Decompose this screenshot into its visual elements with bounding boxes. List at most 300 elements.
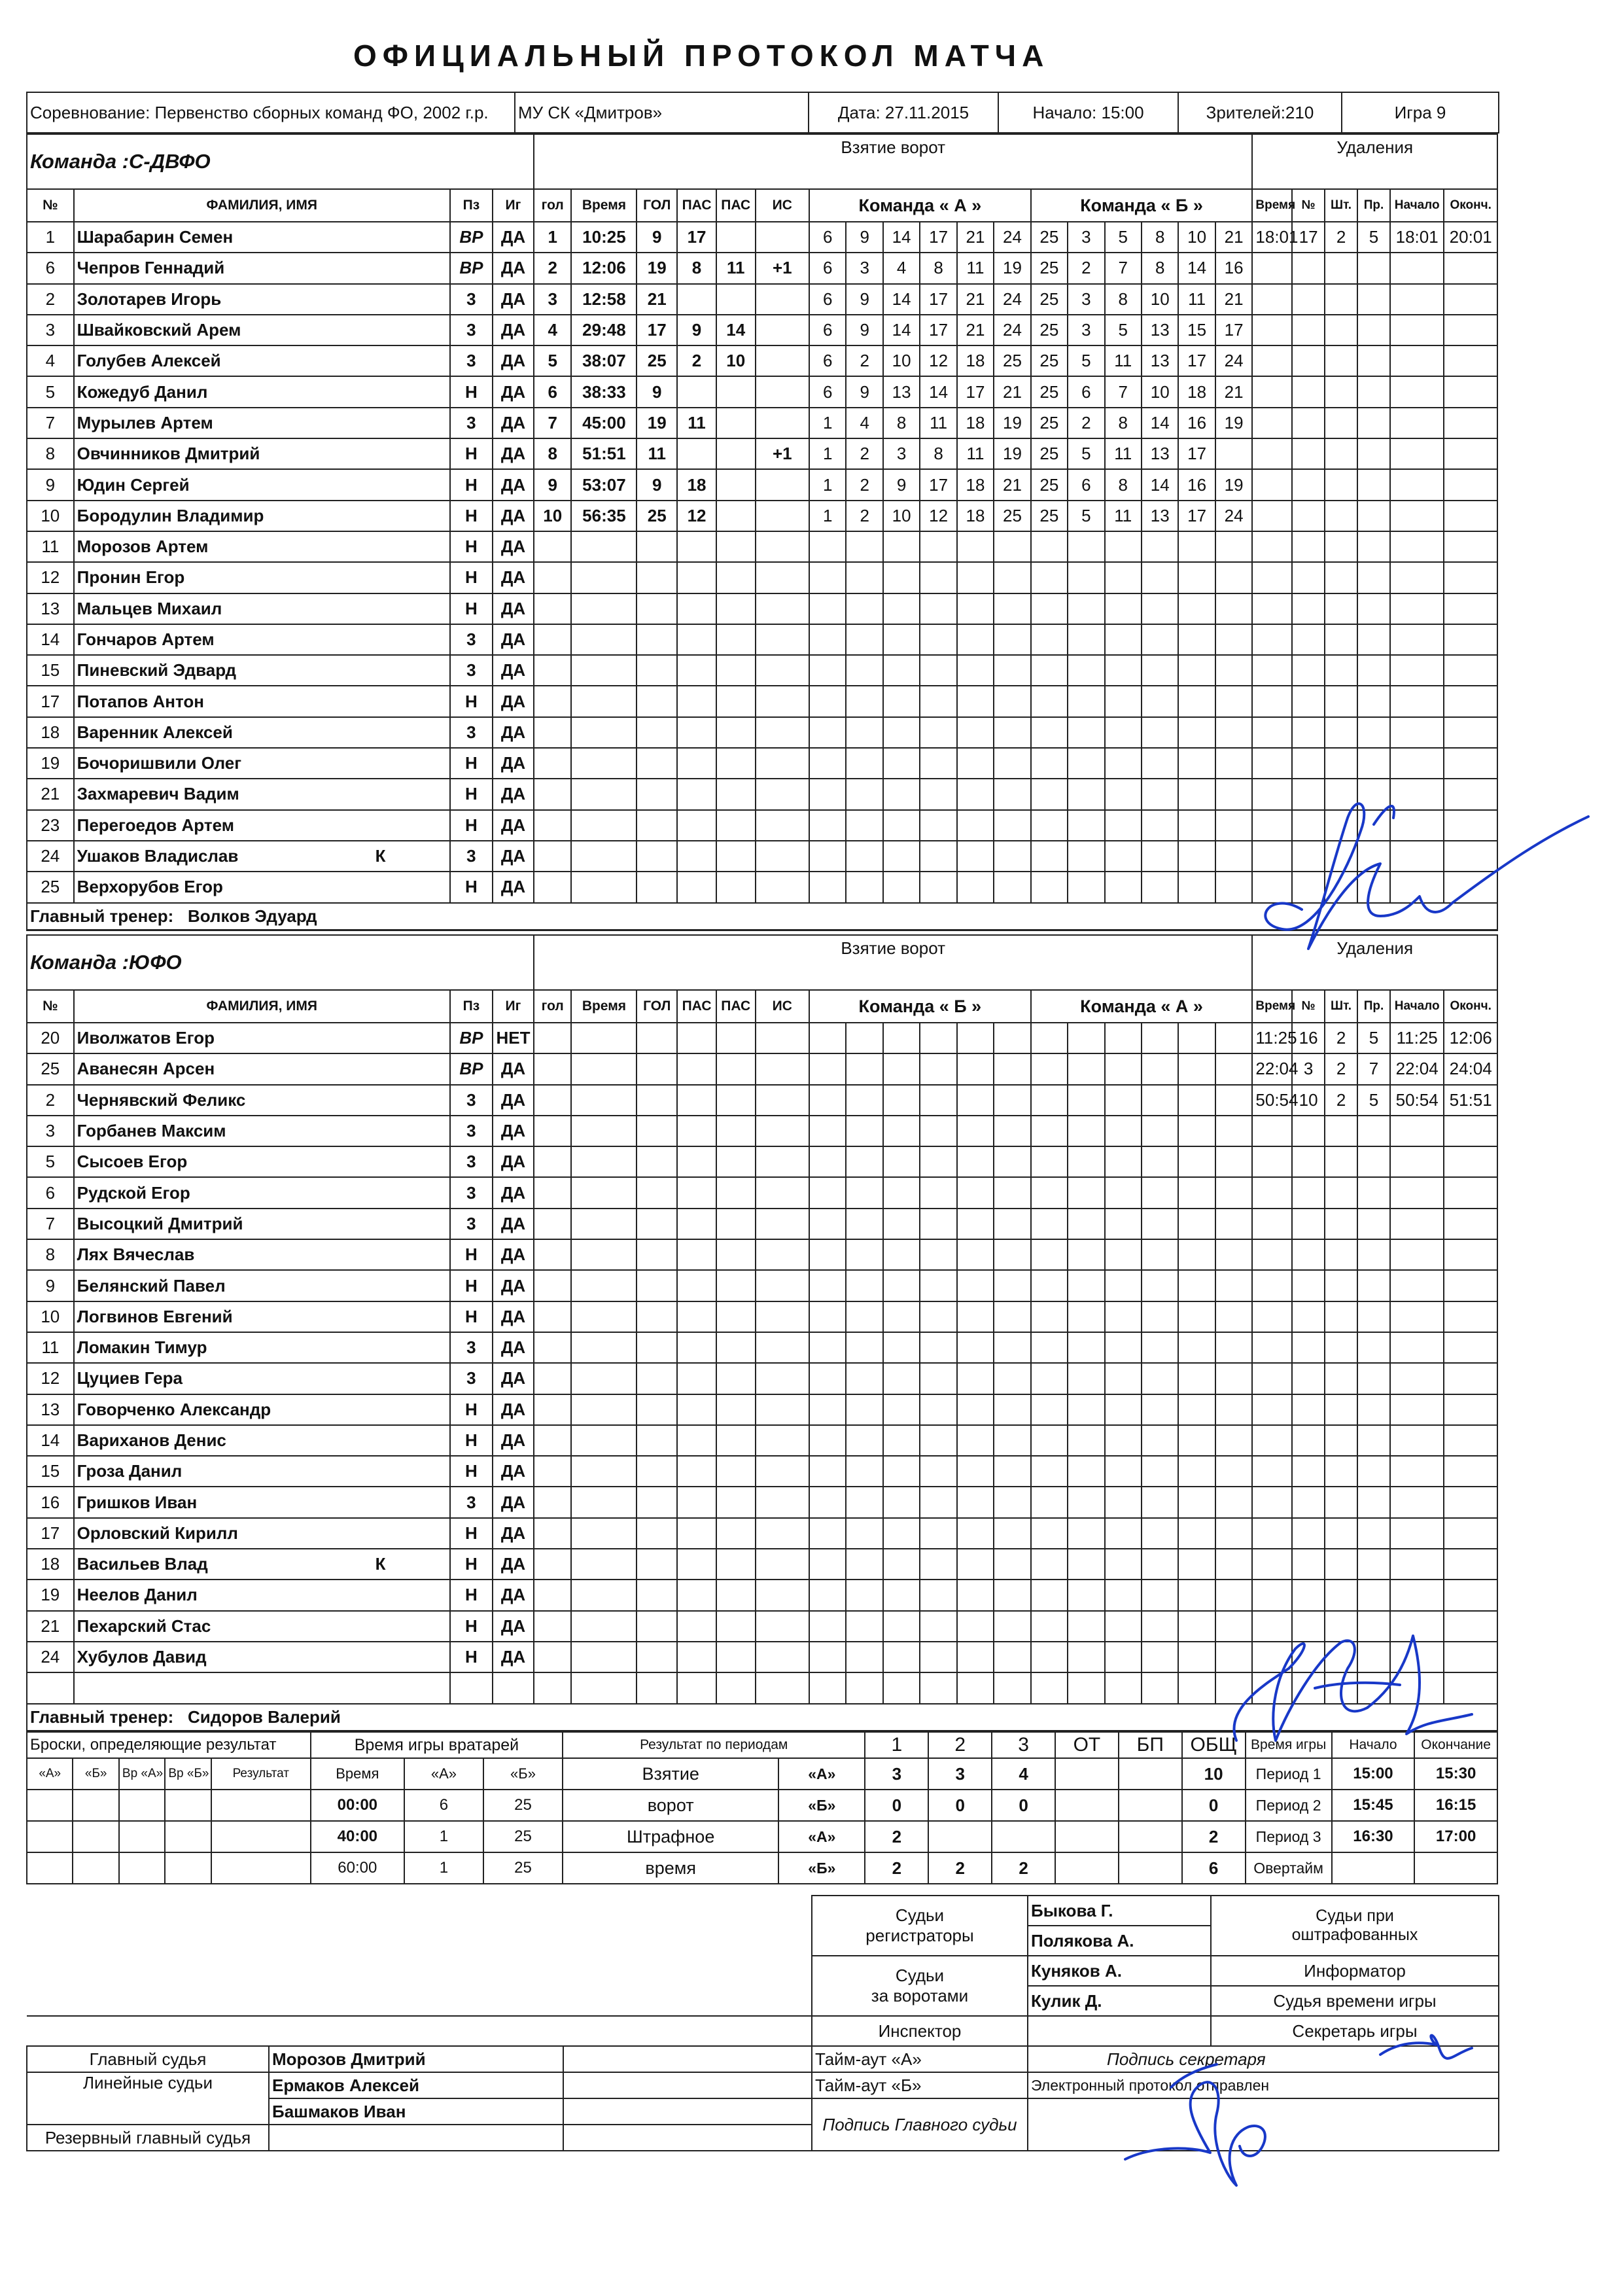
goal-time: 38:33	[571, 376, 637, 407]
player-name	[74, 717, 450, 748]
empty-cell	[920, 1209, 956, 1239]
empty-cell	[809, 1518, 846, 1549]
game-period-label: Период 1	[1246, 1758, 1332, 1790]
player-name-text: Золотарев Игорь	[77, 289, 222, 309]
empty-cell	[637, 1053, 677, 1084]
empty-cell	[637, 1146, 677, 1177]
empty-cell	[637, 593, 677, 624]
header-gol: ГОЛ	[637, 990, 677, 1023]
goal-number: 4	[534, 315, 572, 345]
empty-cell	[809, 531, 846, 562]
header-is: ИС	[756, 189, 809, 222]
empty-cell	[846, 1518, 882, 1549]
player-position: 3	[450, 284, 493, 315]
empty-cell	[1142, 1642, 1178, 1672]
on-ice-b: 25	[1031, 284, 1068, 315]
penalty-min: 2	[1325, 1023, 1357, 1053]
empty-cell	[1357, 1642, 1390, 1672]
electronic-protocol: Электронный протокол отправлен	[1028, 2072, 1499, 2098]
empty-cell	[637, 1394, 677, 1425]
header-pen-end: Оконч.	[1444, 990, 1497, 1023]
empty-cell	[1444, 1642, 1497, 1672]
empty-cell	[756, 655, 809, 686]
empty-cell	[920, 872, 956, 902]
empty-cell	[1325, 253, 1357, 283]
on-ice-a: 14	[883, 222, 920, 253]
empty-cell	[1252, 872, 1292, 902]
period-value	[1119, 1852, 1182, 1884]
empty-cell	[534, 748, 572, 779]
period-value	[1055, 1821, 1119, 1852]
head-coach-label: Главный тренер:	[30, 906, 174, 926]
game-period-end: 15:30	[1414, 1758, 1497, 1790]
player-row	[27, 1394, 1497, 1425]
empty-cell	[1252, 841, 1292, 872]
player-played: ДА	[493, 624, 534, 655]
empty-cell	[957, 655, 994, 686]
empty-cell	[1325, 1549, 1357, 1580]
empty-cell	[1444, 1672, 1497, 1703]
game-period-start: 15:00	[1332, 1758, 1415, 1790]
player-number: 13	[27, 1394, 74, 1425]
on-ice-b: 25	[1031, 253, 1068, 283]
empty-cell	[920, 1642, 956, 1672]
empty-cell	[1444, 315, 1497, 345]
empty-cell	[957, 1209, 994, 1239]
empty-cell	[716, 1146, 756, 1177]
empty-cell	[1390, 872, 1444, 902]
empty-cell	[809, 1394, 846, 1425]
empty-cell	[1444, 469, 1497, 500]
empty-cell	[1325, 562, 1357, 593]
player-row	[27, 810, 1497, 841]
header-gol: ГОЛ	[637, 189, 677, 222]
empty-cell	[756, 1332, 809, 1363]
empty-cell	[1031, 1456, 1068, 1487]
empty-cell	[1178, 1487, 1215, 1517]
player-name	[74, 222, 450, 253]
on-ice-a: 14	[920, 376, 956, 407]
empty-cell	[716, 1642, 756, 1672]
empty-cell	[1390, 655, 1444, 686]
player-name	[74, 1146, 450, 1177]
goal-judge-1: Куняков А.	[1028, 1956, 1211, 1986]
empty-cell	[534, 1394, 572, 1425]
on-ice-b: 14	[1178, 253, 1215, 283]
on-ice-b: 8	[1142, 253, 1178, 283]
empty-cell	[637, 1270, 677, 1301]
empty-cell	[716, 1301, 756, 1332]
empty-cell	[1142, 1023, 1178, 1053]
on-ice-a: 1	[809, 408, 846, 438]
period-col-header: 3	[992, 1732, 1055, 1758]
penalty-end: 20:01	[1444, 222, 1497, 253]
player-position: Н	[450, 469, 493, 500]
empty-cell	[534, 1518, 572, 1549]
captain-mark: К	[375, 846, 386, 866]
player-row	[27, 1549, 1497, 1580]
on-ice-b: 13	[1142, 438, 1178, 469]
header-is: ИС	[756, 990, 809, 1023]
empty-cell	[534, 1023, 572, 1053]
empty-cell	[1068, 1146, 1104, 1177]
on-ice-b: 24	[1215, 501, 1253, 531]
player-number: 8	[27, 1239, 74, 1270]
goal-number: 8	[534, 438, 572, 469]
player-played: ДА	[493, 469, 534, 500]
empty-cell	[637, 624, 677, 655]
empty-cell	[883, 748, 920, 779]
goal-judges-label-line-2: за воротами	[871, 1986, 969, 2005]
empty-cell	[1325, 1425, 1357, 1456]
player-row	[27, 408, 1497, 438]
empty-cell	[957, 1053, 994, 1084]
empty-cell	[677, 1116, 716, 1146]
empty-cell	[563, 2046, 812, 2072]
empty-cell	[1357, 1239, 1390, 1270]
empty-cell	[716, 748, 756, 779]
empty-cell	[677, 1549, 716, 1580]
empty-cell	[1444, 748, 1497, 779]
game-period-end: 16:15	[1414, 1790, 1497, 1821]
empty-cell	[1252, 1456, 1292, 1487]
empty-cell	[1292, 315, 1325, 345]
empty-cell	[1142, 872, 1178, 902]
goalie-time: 00:00	[311, 1790, 404, 1821]
empty-cell	[846, 1549, 882, 1580]
player-name-text: Неелов Данил	[77, 1585, 198, 1605]
header-pen-start: Начало	[1390, 189, 1444, 222]
empty-cell	[1215, 1642, 1253, 1672]
timeout-a: Тайм-аут «А»	[812, 2046, 1028, 2072]
empty-cell	[1068, 841, 1104, 872]
empty-cell	[846, 779, 882, 809]
player-name-text: Белянский Павел	[77, 1275, 226, 1296]
empty-cell	[1292, 531, 1325, 562]
empty-cell	[534, 717, 572, 748]
empty-cell	[677, 1332, 716, 1363]
on-ice-b: 13	[1142, 315, 1178, 345]
empty-cell	[1105, 1146, 1142, 1177]
penalty-judges-label	[1211, 1896, 1499, 1956]
empty-cell	[211, 1790, 311, 1821]
empty-cell	[637, 1239, 677, 1270]
empty-cell	[1325, 1177, 1357, 1208]
empty-cell	[957, 1363, 994, 1394]
empty-cell	[1142, 1580, 1178, 1610]
empty-cell	[756, 1023, 809, 1053]
empty-cell	[637, 1177, 677, 1208]
empty-cell	[809, 1611, 846, 1642]
empty-cell	[1105, 717, 1142, 748]
empty-cell	[571, 593, 637, 624]
player-number: 11	[27, 1332, 74, 1363]
player-position: 3	[450, 1209, 493, 1239]
player-name-text: Захмаревич Вадим	[77, 784, 239, 804]
empty-cell	[1105, 872, 1142, 902]
penalty-judges-label-line-1: Судьи при	[1316, 1907, 1394, 1925]
empty-cell	[957, 1425, 994, 1456]
empty-cell	[1215, 1209, 1253, 1239]
empty-cell	[1031, 1023, 1068, 1053]
empty-cell	[534, 841, 572, 872]
empty-cell	[920, 1301, 956, 1332]
empty-cell	[1252, 1487, 1292, 1517]
player-name-text: Аванесян Арсен	[77, 1059, 215, 1079]
empty-cell	[1357, 1332, 1390, 1363]
empty-cell	[1178, 1177, 1215, 1208]
empty-cell	[1178, 1332, 1215, 1363]
empty-cell	[677, 593, 716, 624]
on-ice-b: 10	[1178, 222, 1215, 253]
empty-cell	[571, 1209, 637, 1239]
empty-cell	[756, 531, 809, 562]
game-time-title: Время игры	[1246, 1732, 1332, 1758]
empty-cell	[1444, 1456, 1497, 1487]
empty-cell	[716, 810, 756, 841]
linesman-1: Ермаков Алексей	[269, 2072, 563, 2098]
empty-cell	[677, 1270, 716, 1301]
player-position: 3	[450, 1085, 493, 1116]
player-row	[27, 376, 1497, 407]
empty-cell	[994, 1239, 1030, 1270]
on-ice-a: 8	[883, 408, 920, 438]
player-position: Н	[450, 1394, 493, 1425]
empty-cell	[1252, 1301, 1292, 1332]
empty-cell	[1215, 1053, 1253, 1084]
empty-cell	[1444, 1301, 1497, 1332]
goal-assist-1	[677, 438, 716, 469]
player-played: ДА	[493, 1270, 534, 1301]
empty-cell	[1105, 1177, 1142, 1208]
empty-cell	[1292, 810, 1325, 841]
on-ice-b: 7	[1105, 253, 1142, 283]
player-row	[27, 284, 1497, 315]
empty-cell	[809, 1177, 846, 1208]
empty-cell	[637, 1518, 677, 1549]
empty-cell	[920, 1023, 956, 1053]
on-ice-b: 2	[1068, 253, 1104, 283]
empty-cell	[1390, 438, 1444, 469]
player-played: ДА	[493, 1394, 534, 1425]
empty-cell	[1325, 1270, 1357, 1301]
empty-cell	[883, 686, 920, 716]
empty-cell	[1292, 1487, 1325, 1517]
goals-section-title: Взятие ворот	[534, 935, 1252, 990]
empty-cell	[920, 841, 956, 872]
empty-cell	[1444, 1394, 1497, 1425]
empty-cell	[846, 1023, 882, 1053]
empty-cell	[716, 1177, 756, 1208]
player-row	[27, 1023, 1497, 1053]
player-played: ДА	[493, 655, 534, 686]
empty-cell	[677, 562, 716, 593]
on-ice-a: 18	[957, 345, 994, 376]
game-period-label: Период 2	[1246, 1790, 1332, 1821]
empty-cell	[1031, 1580, 1068, 1610]
player-row	[27, 469, 1497, 500]
empty-cell	[920, 1672, 956, 1703]
player-number: 21	[27, 779, 74, 809]
empty-cell	[920, 810, 956, 841]
empty-cell	[716, 1023, 756, 1053]
empty-cell	[1292, 779, 1325, 809]
empty-cell	[1105, 624, 1142, 655]
empty-cell	[1142, 1053, 1178, 1084]
empty-cell	[534, 1053, 572, 1084]
goal-scorer: 9	[637, 376, 677, 407]
empty-cell	[1390, 1580, 1444, 1610]
empty-cell	[677, 1672, 716, 1703]
player-row	[27, 253, 1497, 283]
head-coach-label: Главный тренер:	[30, 1706, 174, 1727]
empty-cell	[809, 1363, 846, 1394]
empty-cell	[957, 1239, 994, 1270]
goal-assist-1: 11	[677, 408, 716, 438]
empty-cell	[1390, 717, 1444, 748]
empty-cell	[1178, 1456, 1215, 1487]
page-title: ОФИЦИАЛЬНЫЙ ПРОТОКОЛ МАТЧА	[353, 39, 1050, 73]
empty-cell	[1390, 1487, 1444, 1517]
secretary-sign-label: Подпись секретаря	[1028, 2046, 1499, 2072]
player-name	[74, 810, 450, 841]
player-position: ВР	[450, 1053, 493, 1084]
empty-cell	[957, 748, 994, 779]
on-ice-b: 11	[1105, 501, 1142, 531]
on-ice-b: 17	[1178, 501, 1215, 531]
empty-cell	[1292, 1270, 1325, 1301]
empty-cell	[1142, 1549, 1178, 1580]
empty-cell	[920, 1146, 956, 1177]
empty-cell	[677, 1023, 716, 1053]
period-value	[1119, 1821, 1182, 1852]
empty-cell	[994, 1580, 1030, 1610]
goal-scorer: 19	[637, 408, 677, 438]
on-ice-b: 3	[1068, 315, 1104, 345]
empty-cell	[1444, 593, 1497, 624]
empty-cell	[1142, 624, 1178, 655]
on-ice-a: 25	[994, 501, 1030, 531]
player-played: ДА	[493, 1580, 534, 1610]
empty-cell	[1325, 1456, 1357, 1487]
empty-cell	[957, 1146, 994, 1177]
goalie-col-header: Время	[311, 1758, 404, 1790]
empty-cell	[1252, 655, 1292, 686]
empty-cell	[883, 1209, 920, 1239]
game-period-label: Овертайм	[1246, 1852, 1332, 1884]
player-name	[74, 1487, 450, 1517]
goal-number: 5	[534, 345, 572, 376]
empty-cell	[756, 1301, 809, 1332]
period-team-mark: «А»	[778, 1821, 865, 1852]
player-name	[74, 1116, 450, 1146]
empty-cell	[994, 1053, 1030, 1084]
empty-cell	[846, 1487, 882, 1517]
on-ice-a: 18	[957, 501, 994, 531]
on-ice-b: 25	[1031, 501, 1068, 531]
empty-cell	[1390, 810, 1444, 841]
empty-cell	[756, 841, 809, 872]
player-played: ДА	[493, 1425, 534, 1456]
empty-cell	[994, 1146, 1030, 1177]
empty-cell	[756, 593, 809, 624]
empty-cell	[1252, 593, 1292, 624]
empty-cell	[73, 1790, 118, 1821]
empty-cell	[1142, 1146, 1178, 1177]
empty-cell	[1444, 872, 1497, 902]
empty-cell	[677, 1146, 716, 1177]
empty-cell	[994, 1209, 1030, 1239]
empty-cell	[846, 1425, 882, 1456]
player-position: 3	[450, 1363, 493, 1394]
player-played: ДА	[493, 1053, 534, 1084]
period-row-label: Штрафное	[563, 1821, 778, 1852]
empty-cell	[677, 1518, 716, 1549]
empty-cell	[677, 1394, 716, 1425]
empty-cell	[1390, 376, 1444, 407]
empty-cell	[1105, 779, 1142, 809]
player-name	[74, 376, 450, 407]
player-position: Н	[450, 1270, 493, 1301]
period-value: 2	[865, 1852, 928, 1884]
empty-cell	[1325, 872, 1357, 902]
player-position: Н	[450, 593, 493, 624]
empty-cell	[957, 779, 994, 809]
header-played: Иг	[493, 189, 534, 222]
on-ice-b: 13	[1142, 345, 1178, 376]
empty-cell	[809, 779, 846, 809]
empty-cell	[563, 2098, 812, 2125]
empty-cell	[756, 1456, 809, 1487]
player-name-text: Кожедуб Данил	[77, 381, 208, 402]
player-row	[27, 686, 1497, 716]
empty-cell	[1142, 1425, 1178, 1456]
empty-cell	[716, 1239, 756, 1270]
empty-cell	[1142, 1116, 1178, 1146]
empty-cell	[883, 1023, 920, 1053]
empty-cell	[1142, 810, 1178, 841]
player-name-text: Бочоришвили Олег	[77, 753, 242, 773]
empty-cell	[883, 531, 920, 562]
empty-cell	[1068, 1518, 1104, 1549]
empty-cell	[677, 686, 716, 716]
empty-cell	[716, 1580, 756, 1610]
player-row	[27, 1116, 1497, 1146]
empty-cell	[677, 841, 716, 872]
empty-cell	[1444, 1146, 1497, 1177]
empty-cell	[809, 562, 846, 593]
empty-cell	[571, 810, 637, 841]
empty-cell	[1325, 1146, 1357, 1177]
empty-cell	[809, 624, 846, 655]
player-position: ВР	[450, 253, 493, 283]
empty-cell	[756, 1672, 809, 1703]
empty-cell	[920, 1487, 956, 1517]
player-position: 3	[450, 1116, 493, 1146]
on-ice-b: 17	[1215, 315, 1253, 345]
empty-cell	[534, 624, 572, 655]
empty-cell	[563, 2072, 812, 2098]
on-ice-b: 14	[1142, 469, 1178, 500]
empty-cell	[571, 872, 637, 902]
goal-situation	[756, 469, 809, 500]
empty-cell	[1105, 1487, 1142, 1517]
empty-cell	[571, 1611, 637, 1642]
empty-cell	[1031, 810, 1068, 841]
empty-cell	[571, 1053, 637, 1084]
empty-cell	[716, 1487, 756, 1517]
empty-cell	[1357, 408, 1390, 438]
